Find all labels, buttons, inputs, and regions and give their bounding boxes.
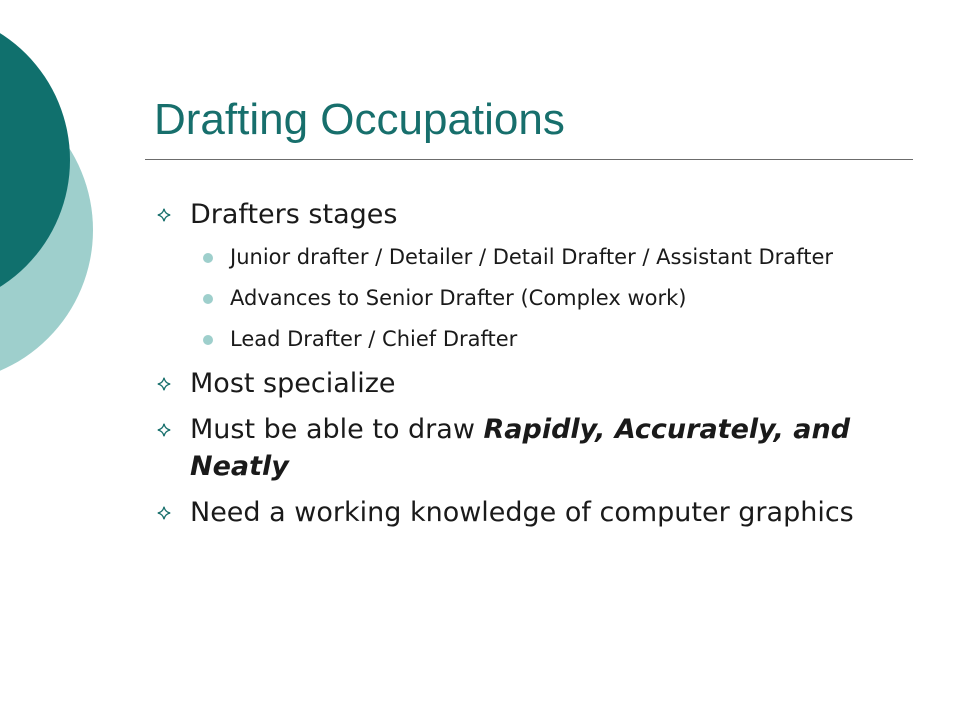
bullet-text: Drafters stages [190, 199, 398, 230]
filled-circle-bullet-icon [203, 253, 213, 263]
diamond-outline-bullet-icon [157, 377, 171, 391]
sub-bullet-text: Junior drafter / Detailer / Detail Drafter / Assistant Drafter [230, 245, 833, 269]
bullet-text-emphasis: Rapidly, Accurately, and Neatly [190, 414, 851, 482]
sub-bullet-text: Advances to Senior Drafter (Complex work) [230, 286, 687, 310]
filled-circle-bullet-icon [203, 294, 213, 304]
bullet-text: Need a working knowledge of computer graphics [190, 497, 854, 528]
sub-bullet-senior-drafter [150, 283, 890, 314]
decorative-circles [0, 0, 120, 720]
bullet-drafters-stages [150, 196, 890, 233]
bullet-text-prefix: Must be able to draw [190, 414, 484, 445]
sub-bullet-list [150, 242, 890, 355]
filled-circle-bullet-icon [203, 335, 213, 345]
title-divider [145, 159, 913, 160]
sub-bullet-lead-drafter [150, 324, 890, 355]
bullet-text: Most specialize [190, 368, 396, 399]
sub-bullet-text: Lead Drafter / Chief Drafter [230, 327, 518, 351]
diamond-outline-bullet-icon [157, 506, 171, 520]
bullet-must-draw [150, 411, 890, 485]
bullet-most-specialize [150, 365, 890, 402]
diamond-outline-bullet-icon [157, 423, 171, 437]
bullet-computer-graphics [150, 494, 890, 531]
slide-title: Drafting Occupations [154, 95, 565, 144]
sub-bullet-junior-drafter [150, 242, 890, 273]
diamond-outline-bullet-icon [157, 208, 171, 222]
bullet-list [150, 196, 890, 540]
